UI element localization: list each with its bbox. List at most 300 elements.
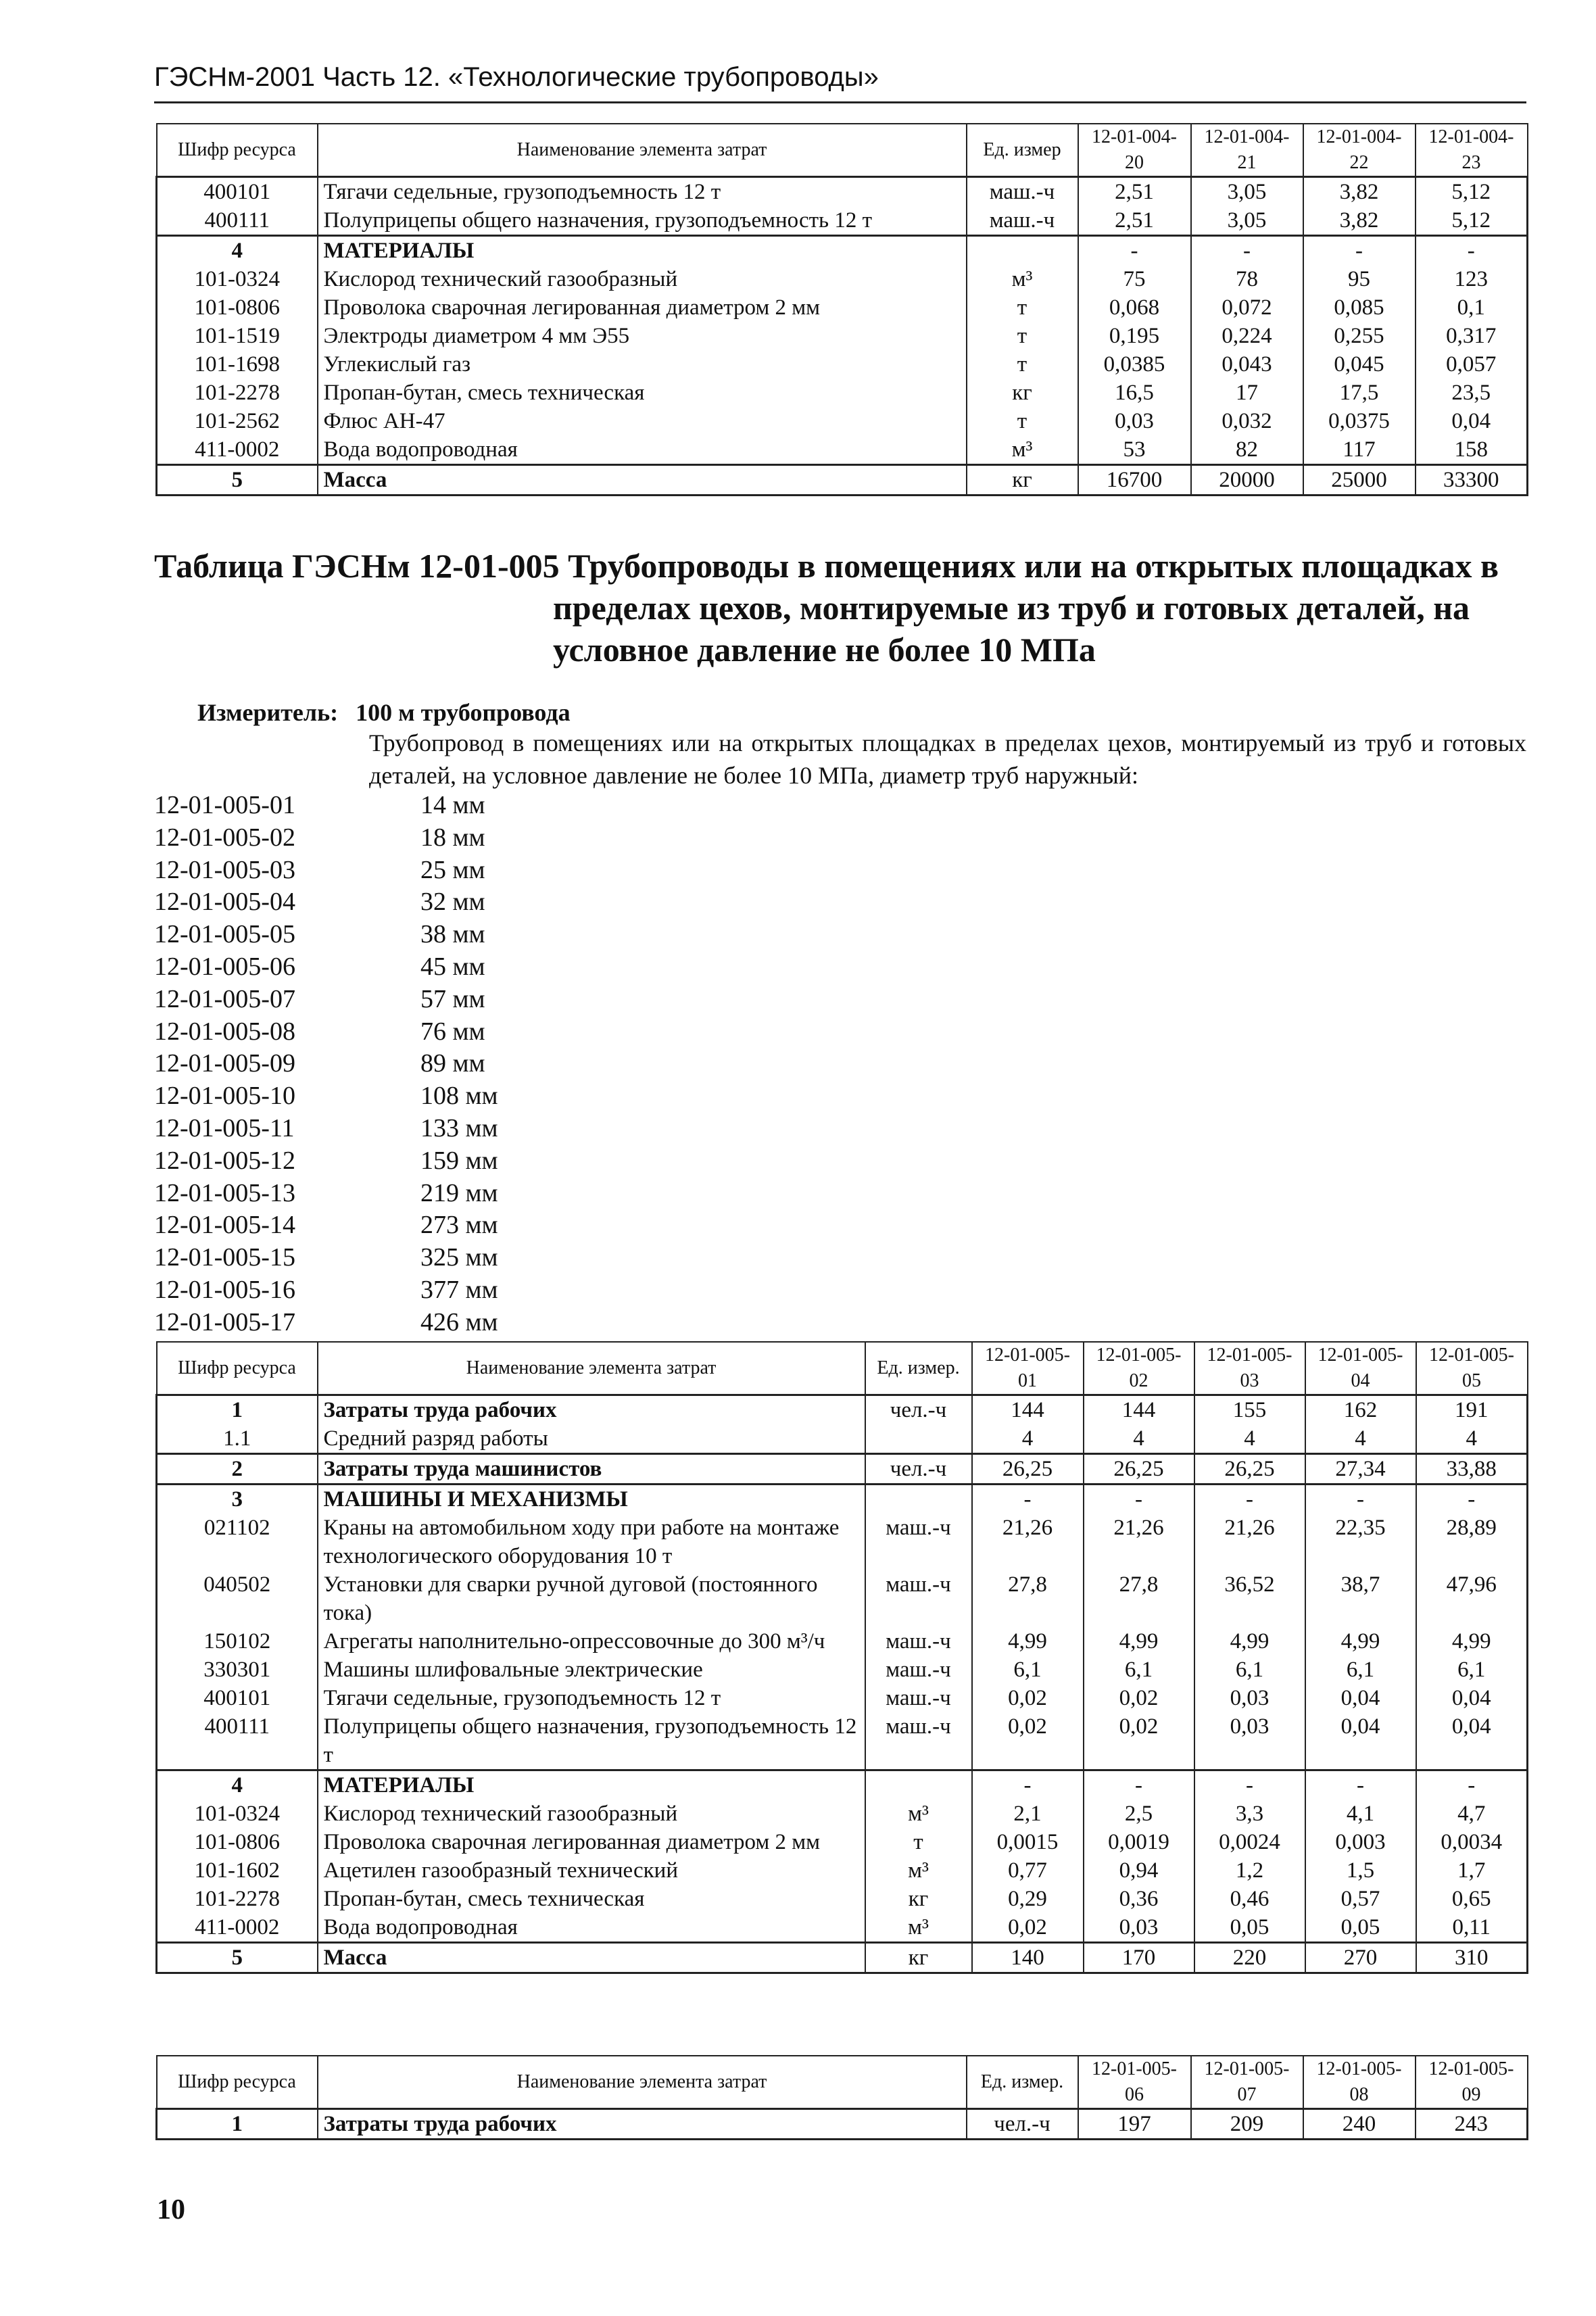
pipe-diameter: 133 мм: [420, 1113, 498, 1142]
table-row: [157, 1712, 1528, 1770]
norm-code: 12-01-005-05: [154, 920, 295, 949]
norm-value: 4,99: [1305, 1627, 1416, 1656]
unit-of-measure: кг: [967, 379, 1078, 407]
norm-value: 26,25: [972, 1454, 1084, 1485]
norm-value: 0,032: [1191, 407, 1303, 435]
norm-value: 191: [1416, 1395, 1528, 1425]
resource-code: 3: [157, 1485, 318, 1514]
norm-code: 12-01-005-09: [154, 1049, 295, 1078]
norm-value: 0,03: [1078, 407, 1191, 435]
table-header-row: [157, 1342, 1528, 1395]
norm-value: 0,11: [1416, 1913, 1528, 1943]
norm-value: 4,1: [1305, 1800, 1416, 1828]
norm-value: 0,0024: [1194, 1828, 1305, 1856]
table-row: [157, 1627, 1528, 1656]
column-header-3: 12-01-005-06: [1078, 2056, 1191, 2109]
resource-code: 101-0806: [157, 293, 318, 322]
table-row: [157, 1800, 1528, 1828]
code-list-item: [154, 1048, 627, 1080]
norm-value: 6,1: [1084, 1656, 1194, 1684]
pipe-diameter: 14 мм: [420, 791, 485, 819]
norm-value: 3,3: [1194, 1800, 1305, 1828]
norm-value: 0,1: [1416, 293, 1528, 322]
measure-label: Измеритель:: [197, 699, 339, 726]
column-header-2: Ед. измер: [967, 124, 1078, 177]
pipe-diameter: 377 мм: [420, 1275, 498, 1304]
norm-value: 1,2: [1194, 1856, 1305, 1885]
norm-value: 38,7: [1305, 1570, 1416, 1627]
resource-code: 2: [157, 1454, 318, 1485]
norm-value: 140: [972, 1943, 1084, 1973]
cost-element-name: Пропан-бутан, смесь техническая: [318, 1885, 865, 1913]
pipe-diameter: 38 мм: [420, 920, 485, 949]
column-header-7: 12-01-005-05: [1416, 1342, 1528, 1395]
pipe-diameter: 32 мм: [420, 888, 485, 917]
norm-value: 21,26: [1194, 1514, 1305, 1570]
measure-value: 100 м трубопровода: [356, 699, 571, 726]
table-row: [157, 1885, 1528, 1913]
norm-value: 3,82: [1303, 206, 1416, 236]
norm-value: 3,82: [1303, 177, 1416, 207]
norm-value: 243: [1416, 2109, 1528, 2140]
table-title: [154, 545, 1533, 671]
code-list-item: [154, 1307, 627, 1339]
norm-value: 3,05: [1191, 206, 1303, 236]
pipe-diameter: 273 мм: [420, 1211, 498, 1240]
cost-element-name: Машины шлифовальные электрические: [318, 1656, 865, 1684]
column-header-0: Шифр ресурса: [157, 1342, 318, 1395]
norm-value: 0,057: [1416, 350, 1528, 379]
table-row: [157, 236, 1528, 266]
resource-code: 4: [157, 1770, 318, 1800]
norm-value: 36,52: [1194, 1570, 1305, 1627]
cost-element-name: Углекислый газ: [318, 350, 967, 379]
norm-value: 117: [1303, 435, 1416, 465]
resource-code: 101-0806: [157, 1828, 318, 1856]
column-header-5: 12-01-005-03: [1194, 1342, 1305, 1395]
table-row: [157, 1454, 1528, 1485]
code-list-item: [154, 1016, 627, 1048]
norm-code: 12-01-005-15: [154, 1243, 295, 1272]
norm-value: 0,03: [1194, 1712, 1305, 1770]
cost-element-name: Агрегаты наполнительно-опрессовочные до 300 м³/ч: [318, 1627, 865, 1656]
unit-of-measure: маш.-ч: [865, 1570, 972, 1627]
unit-of-measure: [865, 1424, 972, 1454]
column-header-6: 12-01-005-04: [1305, 1342, 1416, 1395]
table-row: [157, 206, 1528, 236]
unit-of-measure: маш.-ч: [865, 1684, 972, 1712]
norm-value: 27,8: [1084, 1570, 1194, 1627]
code-list-item: [154, 919, 627, 951]
norm-value: 0,04: [1416, 1684, 1528, 1712]
norm-value: 270: [1305, 1943, 1416, 1973]
norm-value: 0,0385: [1078, 350, 1191, 379]
unit-of-measure: м³: [865, 1913, 972, 1943]
column-header-5: 12-01-005-08: [1303, 2056, 1416, 2109]
norm-value: 0,03: [1194, 1684, 1305, 1712]
column-header-4: 12-01-004-21: [1191, 124, 1303, 177]
column-header-0: Шифр ресурса: [157, 124, 318, 177]
column-header-1: Наименование элемента затрат: [318, 124, 967, 177]
work-description: Трубопровод в помещениях или на открытых площадках в пределах цехов, монтируемый из труб и готовых деталей, на условное давление не более 10 МПа, диаметр труб наружный:: [369, 729, 1526, 789]
norm-code: 12-01-005-01: [154, 791, 295, 819]
pipe-diameter: 219 мм: [420, 1178, 498, 1207]
norm-code: 12-01-005-04: [154, 888, 295, 917]
table-row: [157, 1424, 1528, 1454]
norm-code: 12-01-005-08: [154, 1017, 295, 1046]
resource-code: 411-0002: [157, 435, 318, 465]
norm-value: 0,04: [1305, 1712, 1416, 1770]
norm-value: 0,05: [1194, 1913, 1305, 1943]
norm-value: 16,5: [1078, 379, 1191, 407]
measure-unit: [197, 696, 571, 729]
unit-of-measure: чел.-ч: [865, 1395, 972, 1425]
norm-value: 0,02: [972, 1684, 1084, 1712]
norm-value: 4,99: [1194, 1627, 1305, 1656]
resource-table-005-06-09: [155, 2055, 1528, 2140]
resource-code: 101-2562: [157, 407, 318, 435]
pipe-diameter: 76 мм: [420, 1017, 485, 1046]
unit-of-measure: т: [967, 407, 1078, 435]
resource-code: 101-1519: [157, 322, 318, 350]
column-header-0: Шифр ресурса: [157, 2056, 318, 2109]
norm-value: 144: [1084, 1395, 1194, 1425]
code-list-item: [154, 886, 627, 919]
code-list-item: [154, 951, 627, 984]
table-row: [157, 1684, 1528, 1712]
pipe-diameter: 57 мм: [420, 984, 485, 1013]
table-title-line-3: условное давление не более 10 МПа: [553, 631, 1096, 669]
pipe-diameter: 325 мм: [420, 1243, 498, 1272]
table-row: [157, 379, 1528, 407]
norm-value: 0,03: [1084, 1913, 1194, 1943]
resource-code: 1: [157, 2109, 318, 2140]
code-list-item: [154, 1242, 627, 1274]
norm-value: 6,1: [1416, 1656, 1528, 1684]
norm-value: 4,99: [972, 1627, 1084, 1656]
cost-element-name: Флюс АН-47: [318, 407, 967, 435]
norm-value: 0,0019: [1084, 1828, 1194, 1856]
norm-value: 33300: [1416, 465, 1528, 496]
norm-value: 5,12: [1416, 177, 1528, 207]
unit-of-measure: т: [967, 293, 1078, 322]
cost-element-name: Электроды диаметром 4 мм Э55: [318, 322, 967, 350]
norm-value: -: [1191, 236, 1303, 266]
table-row: [157, 1656, 1528, 1684]
cost-element-name: Тягачи седельные, грузоподъемность 12 т: [318, 1684, 865, 1712]
norm-value: 17,5: [1303, 379, 1416, 407]
unit-of-measure: чел.-ч: [865, 1454, 972, 1485]
norm-value: 4,99: [1084, 1627, 1194, 1656]
cost-element-name: Полуприцепы общего назначения, грузоподъемность 12 т: [318, 1712, 865, 1770]
cost-element-name: Затраты труда машинистов: [318, 1454, 865, 1485]
table-row: [157, 1856, 1528, 1885]
resource-code: 101-1698: [157, 350, 318, 379]
cost-element-name: Затраты труда рабочих: [318, 2109, 967, 2140]
norm-value: 0,0375: [1303, 407, 1416, 435]
norm-value: 0,085: [1303, 293, 1416, 322]
unit-of-measure: маш.-ч: [865, 1712, 972, 1770]
norm-value: -: [1084, 1485, 1194, 1514]
norm-value: 197: [1078, 2109, 1191, 2140]
norm-value: 209: [1191, 2109, 1303, 2140]
norm-code: 12-01-005-14: [154, 1211, 295, 1240]
table-row: [157, 1485, 1528, 1514]
norm-value: 0,05: [1305, 1913, 1416, 1943]
norm-value: 23,5: [1416, 379, 1528, 407]
norm-value: 0,195: [1078, 322, 1191, 350]
resource-code: 400101: [157, 1684, 318, 1712]
norm-value: 20000: [1191, 465, 1303, 496]
norm-value: 0,0015: [972, 1828, 1084, 1856]
unit-of-measure: кг: [865, 1885, 972, 1913]
norm-code: 12-01-005-07: [154, 984, 295, 1013]
norm-value: 22,35: [1305, 1514, 1416, 1570]
pipe-diameter: 45 мм: [420, 952, 485, 981]
norm-value: -: [1305, 1485, 1416, 1514]
resource-code: 400101: [157, 177, 318, 207]
resource-code: 400111: [157, 1712, 318, 1770]
cost-element-name: Краны на автомобильном ходу при работе на монтаже технологического оборудования 10 т: [318, 1514, 865, 1570]
resource-table-004: [155, 123, 1528, 496]
column-header-5: 12-01-004-22: [1303, 124, 1416, 177]
resource-code: 101-2278: [157, 1885, 318, 1913]
pipe-diameter: 159 мм: [420, 1146, 498, 1175]
norm-value: 47,96: [1416, 1570, 1528, 1627]
norm-value: 6,1: [1305, 1656, 1416, 1684]
code-list-item: [154, 822, 627, 854]
norm-value: 17: [1191, 379, 1303, 407]
resource-code: 021102: [157, 1514, 318, 1570]
norm-value: 4,99: [1416, 1627, 1528, 1656]
norm-value: 0,57: [1305, 1885, 1416, 1913]
norm-value: 0,317: [1416, 322, 1528, 350]
norm-value: 2,1: [972, 1800, 1084, 1828]
norm-value: 0,04: [1416, 1712, 1528, 1770]
cost-element-name: Вода водопроводная: [318, 1913, 865, 1943]
norm-value: 0,02: [1084, 1684, 1194, 1712]
unit-of-measure: маш.-ч: [967, 206, 1078, 236]
column-header-4: 12-01-005-02: [1084, 1342, 1194, 1395]
resource-table-005-01-05: [155, 1341, 1528, 1974]
norm-value: 26,25: [1084, 1454, 1194, 1485]
code-list-item: [154, 1274, 627, 1307]
resource-code: 101-0324: [157, 265, 318, 293]
norm-value: 0,04: [1305, 1684, 1416, 1712]
norm-value: -: [1194, 1485, 1305, 1514]
table-row: [157, 177, 1528, 207]
norm-value: -: [1303, 236, 1416, 266]
unit-of-measure: м³: [967, 265, 1078, 293]
cost-element-name: Масса: [318, 1943, 865, 1973]
norm-value: 1,7: [1416, 1856, 1528, 1885]
resource-code: 150102: [157, 1627, 318, 1656]
table-row: [157, 1514, 1528, 1570]
norm-value: 240: [1303, 2109, 1416, 2140]
page-number: 10: [157, 2194, 185, 2225]
norm-value: 0,02: [972, 1712, 1084, 1770]
norm-value: -: [1305, 1770, 1416, 1800]
norm-value: 4: [1416, 1424, 1528, 1454]
norm-code: 12-01-005-02: [154, 823, 295, 852]
norm-code: 12-01-005-10: [154, 1082, 295, 1111]
table-header-row: [157, 124, 1528, 177]
cost-element-name: Кислород технический газообразный: [318, 265, 967, 293]
cost-element-name: Ацетилен газообразный технический: [318, 1856, 865, 1885]
column-header-6: 12-01-005-09: [1416, 2056, 1528, 2109]
norm-value: 6,1: [972, 1656, 1084, 1684]
norm-value: 0,043: [1191, 350, 1303, 379]
norm-value: 0,003: [1305, 1828, 1416, 1856]
norm-value: 0,65: [1416, 1885, 1528, 1913]
norm-code: 12-01-005-11: [154, 1113, 295, 1142]
column-header-6: 12-01-004-23: [1416, 124, 1528, 177]
cost-element-name: Проволока сварочная легированная диаметром 2 мм: [318, 293, 967, 322]
norm-value: -: [1084, 1770, 1194, 1800]
table-row: [157, 2109, 1528, 2140]
code-list-item: [154, 854, 627, 887]
unit-of-measure: кг: [865, 1943, 972, 1973]
resource-code: 5: [157, 465, 318, 496]
unit-of-measure: маш.-ч: [967, 177, 1078, 207]
column-header-2: Ед. измер.: [865, 1342, 972, 1395]
pipe-diameter: 25 мм: [420, 855, 485, 884]
norm-value: 0,255: [1303, 322, 1416, 350]
table-row: [157, 293, 1528, 322]
column-header-3: 12-01-004-20: [1078, 124, 1191, 177]
unit-of-measure: м³: [865, 1800, 972, 1828]
norm-value: 158: [1416, 435, 1528, 465]
norm-value: 2,51: [1078, 206, 1191, 236]
norm-value: 0,02: [972, 1913, 1084, 1943]
norm-value: 21,26: [1084, 1514, 1194, 1570]
column-header-1: Наименование элемента затрат: [318, 1342, 865, 1395]
table-title-line-1: Таблица ГЭСНм 12-01-005 Трубопроводы в помещениях или на открытых площадках в: [154, 547, 1499, 585]
unit-of-measure: кг: [967, 465, 1078, 496]
table-row: [157, 435, 1528, 465]
norm-value: 26,25: [1194, 1454, 1305, 1485]
cost-element-name: Пропан-бутан, смесь техническая: [318, 379, 967, 407]
norm-code: 12-01-005-06: [154, 952, 295, 981]
resource-code: 101-0324: [157, 1800, 318, 1828]
table-header-row: [157, 2056, 1528, 2109]
table-row: [157, 350, 1528, 379]
column-header-1: Наименование элемента затрат: [318, 2056, 967, 2109]
norm-value: 0,224: [1191, 322, 1303, 350]
table-row: [157, 465, 1528, 496]
norm-value: 4: [1084, 1424, 1194, 1454]
table-row: [157, 1395, 1528, 1425]
code-list-item: [154, 790, 627, 822]
norm-value: 6,1: [1194, 1656, 1305, 1684]
resource-code: 101-2278: [157, 379, 318, 407]
norm-value: 0,94: [1084, 1856, 1194, 1885]
unit-of-measure: т: [967, 350, 1078, 379]
cost-element-name: Полуприцепы общего назначения, грузоподъемность 12 т: [318, 206, 967, 236]
norm-value: 16700: [1078, 465, 1191, 496]
norm-value: 0,02: [1084, 1712, 1194, 1770]
table-row: [157, 1570, 1528, 1627]
norm-code: 12-01-005-13: [154, 1178, 295, 1207]
table-row: [157, 1828, 1528, 1856]
column-header-4: 12-01-005-07: [1191, 2056, 1303, 2109]
norm-value: 0,29: [972, 1885, 1084, 1913]
resource-code: 400111: [157, 206, 318, 236]
cost-element-name: Масса: [318, 465, 967, 496]
norm-value: -: [972, 1770, 1084, 1800]
norm-value: 25000: [1303, 465, 1416, 496]
unit-of-measure: маш.-ч: [865, 1514, 972, 1570]
resource-code: 4: [157, 236, 318, 266]
norm-value: 0,04: [1416, 407, 1528, 435]
cost-element-name: Вода водопроводная: [318, 435, 967, 465]
resource-code: 5: [157, 1943, 318, 1973]
norm-value: 4,7: [1416, 1800, 1528, 1828]
norm-value: 4: [1194, 1424, 1305, 1454]
norm-value: 0,46: [1194, 1885, 1305, 1913]
cost-element-name: Установки для сварки ручной дуговой (постоянного тока): [318, 1570, 865, 1627]
norm-value: 27,8: [972, 1570, 1084, 1627]
pipe-diameter: 108 мм: [420, 1082, 498, 1111]
unit-of-measure: м³: [967, 435, 1078, 465]
norm-value: 0,072: [1191, 293, 1303, 322]
cost-element-name: Тягачи седельные, грузоподъемность 12 т: [318, 177, 967, 207]
resource-code: 101-1602: [157, 1856, 318, 1885]
unit-of-measure: м³: [865, 1856, 972, 1885]
table-row: [157, 265, 1528, 293]
norm-value: 27,34: [1305, 1454, 1416, 1485]
unit-of-measure: [865, 1485, 972, 1514]
cost-element-name: Затраты труда рабочих: [318, 1395, 865, 1425]
norm-value: -: [1416, 1770, 1528, 1800]
norm-value: 4: [972, 1424, 1084, 1454]
norm-value: 53: [1078, 435, 1191, 465]
cost-element-name: МАТЕРИАЛЫ: [318, 1770, 865, 1800]
norm-value: 123: [1416, 265, 1528, 293]
cost-element-name: МАШИНЫ И МЕХАНИЗМЫ: [318, 1485, 865, 1514]
column-header-3: 12-01-005-01: [972, 1342, 1084, 1395]
norm-value: 170: [1084, 1943, 1194, 1973]
column-header-2: Ед. измер.: [967, 2056, 1078, 2109]
norm-value: 0,36: [1084, 1885, 1194, 1913]
norm-value: 82: [1191, 435, 1303, 465]
cost-element-name: Средний разряд работы: [318, 1424, 865, 1454]
norm-code: 12-01-005-17: [154, 1307, 295, 1336]
norm-value: 28,89: [1416, 1514, 1528, 1570]
norm-code: 12-01-005-12: [154, 1146, 295, 1175]
norm-value: -: [1416, 236, 1528, 266]
table-row: [157, 1770, 1528, 1800]
norm-value: 2,51: [1078, 177, 1191, 207]
norm-value: 33,88: [1416, 1454, 1528, 1485]
resource-code: 040502: [157, 1570, 318, 1627]
unit-of-measure: [865, 1770, 972, 1800]
norm-value: 21,26: [972, 1514, 1084, 1570]
norm-value: 75: [1078, 265, 1191, 293]
norm-value: 0,045: [1303, 350, 1416, 379]
norm-value: 0,0034: [1416, 1828, 1528, 1856]
resource-code: 1.1: [157, 1424, 318, 1454]
norm-value: 2,5: [1084, 1800, 1194, 1828]
pipe-diameter: 426 мм: [420, 1307, 498, 1336]
norm-value: 95: [1303, 265, 1416, 293]
norm-value: 144: [972, 1395, 1084, 1425]
cost-element-name: Проволока сварочная легированная диаметром 2 мм: [318, 1828, 865, 1856]
norm-value: 5,12: [1416, 206, 1528, 236]
unit-of-measure: т: [967, 322, 1078, 350]
cost-element-name: МАТЕРИАЛЫ: [318, 236, 967, 266]
unit-of-measure: маш.-ч: [865, 1656, 972, 1684]
